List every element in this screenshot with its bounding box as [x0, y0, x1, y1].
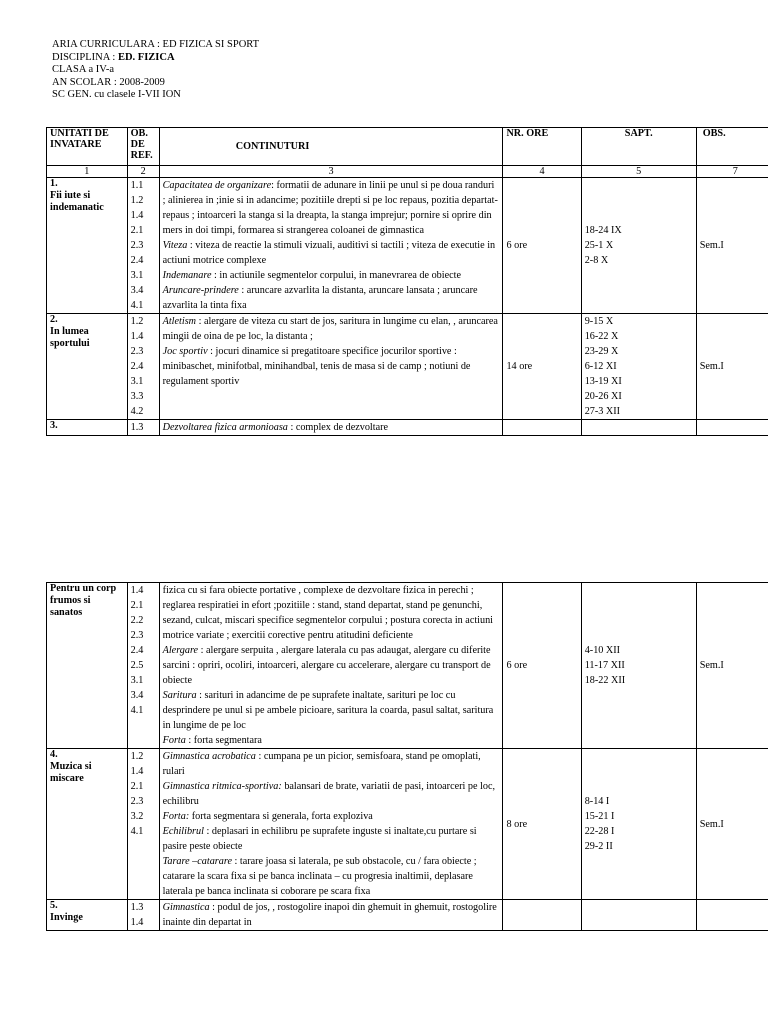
- content-paragraph: [163, 749, 500, 779]
- hours-cell: [503, 178, 581, 314]
- document-header: [52, 39, 259, 102]
- unit-cell: [47, 900, 128, 931]
- ref-cell: [127, 178, 159, 314]
- unit-cell: [47, 583, 128, 749]
- content-text: : in actiunile segmentelor corpului, in manevrarea de obiecte: [211, 270, 461, 281]
- unit-title: Muzica si miscare: [50, 761, 92, 784]
- hours-value: 6 ore: [506, 240, 528, 251]
- week-range: 13-19 XI: [584, 376, 622, 387]
- col-header-ob: OB. DE REF.: [127, 128, 159, 166]
- content-text: : viteza de reactie la stimuli vizuali, auditivi si tactili ; viteza de executie in actiuni motrice complexe: [162, 240, 496, 266]
- content-text: : sarituri in adancime de pe suprafete inaltate, sarituri pe loc cu desprindere pe unul si pe ambele picioare, saritura la coarda, pasul saltat, saritura in lungime de pe loc: [162, 690, 494, 731]
- week-range: 16-22 X: [584, 331, 619, 342]
- content-paragraph: [163, 643, 500, 688]
- ref-code: 2.1: [130, 600, 144, 611]
- week-range: 25-1 X: [584, 240, 614, 251]
- weeks-cell: [581, 178, 696, 314]
- col-header-sapt: SAPT.: [581, 128, 696, 166]
- table-row: [47, 900, 768, 931]
- unit-title: Invinge: [50, 912, 83, 923]
- school-line: SC GEN. cu clasele I-VII ION: [52, 89, 181, 101]
- unit-cell: [47, 314, 128, 420]
- col-number: 3: [159, 166, 503, 178]
- ref-code: 1.1: [130, 180, 144, 191]
- hours-value: 14 ore: [506, 361, 533, 372]
- ref-code: 3.4: [130, 690, 144, 701]
- content-text: fizica cu si fara obiecte portative , complexe de dezvoltare fizica in perechi ; reglarea respiratiei in efort ;pozitiile : stand, stand departat, stand pe genunchi, sezand, culcat, miscari specifice segmentelor corpului ; postura corecta in actiuni motrice variate ; exercitii corective pentru atitudini deficiente: [162, 585, 494, 641]
- unit-title: Fii iute si indemanatic: [50, 190, 104, 213]
- week-range: 20-26 XI: [584, 391, 622, 402]
- planning-table-bottom: [46, 582, 768, 931]
- ref-code: 4.1: [130, 300, 144, 311]
- content-cell: [159, 749, 503, 900]
- content-topic: Capacitatea de organizare: [162, 180, 272, 191]
- content-topic: Alergare: [162, 645, 199, 656]
- unit-cell: [47, 420, 128, 436]
- obs-value: Sem.I: [699, 660, 724, 671]
- weeks-cell: [581, 900, 696, 931]
- content-text: forta segmentara si generala, forta explozivа: [189, 811, 373, 822]
- content-paragraph: [163, 238, 500, 268]
- week-range: 23-29 X: [584, 346, 619, 357]
- content-text: : cumpana pe un picior, semisfoara, stand pe omoplati, rulari: [162, 751, 481, 777]
- ref-cell: [127, 749, 159, 900]
- ref-code: 1.4: [130, 917, 144, 928]
- unit-number: 5.: [50, 900, 58, 911]
- hours-cell: [503, 314, 581, 420]
- content-paragraph: [163, 178, 500, 238]
- week-range: 4-10 XII: [584, 645, 621, 656]
- hours-cell: [503, 749, 581, 900]
- unit-title: Pentru un corp frumos si sanatos: [50, 583, 117, 618]
- unit-number: 3.: [50, 420, 58, 431]
- content-paragraph: [163, 583, 500, 643]
- weeks-cell: [581, 420, 696, 436]
- content-text: : alergare serpuita , alergare laterala cu pas adaugat, alergare cu diferite sarcini : opriri, ocoliri, intoarceri, alergare cu accelerare, alergare cu transport de obiecte: [162, 645, 491, 686]
- col-header-nr-ore: NR. ORE: [503, 128, 581, 166]
- content-topic: Indemanare: [162, 270, 212, 281]
- col-number: 2: [127, 166, 159, 178]
- content-text: : formatii de adunare in linii pe unul si pe doua randuri ; alinierea in ;inie si in adancime; pozitiile drepti si pe loc repaus, pozitia departat-repaus ; intoarceri la stanga si la dreapta, la stanga imprejur; pornire si oprire din mers in doi timpi, formarea si strangerea coloanei de gimnastica: [162, 180, 498, 236]
- ref-code: 2.4: [130, 255, 144, 266]
- obs-value: Sem.I: [699, 240, 724, 251]
- col-number: 1: [47, 166, 128, 178]
- obs-cell: [696, 314, 768, 420]
- table-row: [47, 178, 768, 314]
- content-topic: Forta: [162, 735, 186, 746]
- ref-code: 3.3: [130, 391, 144, 402]
- ref-code: 2.3: [130, 240, 144, 251]
- ref-code: 1.4: [130, 766, 144, 777]
- week-range: 18-24 IX: [584, 225, 622, 236]
- unit-number: 2.: [50, 314, 58, 325]
- content-text: : forta segmentara: [185, 735, 262, 746]
- hours-value: 8 ore: [506, 818, 528, 830]
- school-year-line: AN SCOLAR : 2008-2009: [52, 76, 165, 88]
- ref-code: 2.3: [130, 630, 144, 641]
- hours-cell: [503, 900, 581, 931]
- discipline-label: DISCIPLINA :: [52, 51, 118, 63]
- unit-cell: [47, 749, 128, 900]
- week-range: 29-2 II: [584, 841, 613, 852]
- hours-cell: [503, 583, 581, 749]
- content-text: balansari de brate, variatii de pasi, intoarceri pe loc, echilibru: [162, 781, 496, 807]
- content-text: : jocuri dinamice si pregatitoare specifice jocurilor sportive : minibaschet, minifotbal, minihandbal, tenis de masa si de camp ; notiuni de regulament sportiv: [162, 346, 471, 387]
- content-paragraph: [163, 688, 500, 733]
- weeks-cell: [581, 749, 696, 900]
- ref-code: 1.3: [130, 902, 144, 913]
- content-paragraph: [163, 344, 500, 389]
- ref-cell: [127, 314, 159, 420]
- content-paragraph: [163, 314, 500, 344]
- content-text: : alergare de viteza cu start de jos, saritura in lungime cu elan, , aruncarea mingii de oina de pe loc, la distanta ;: [162, 316, 498, 342]
- content-topic: Aruncare-prindere: [162, 285, 239, 296]
- ref-code: 3.1: [130, 675, 144, 686]
- ref-code: 2.5: [130, 660, 144, 671]
- week-range: 6-12 XI: [584, 361, 617, 372]
- obs-cell: [696, 583, 768, 749]
- unit-title: In lumea sportului: [50, 326, 90, 349]
- curricular-area: ARIA CURRICULARA : ED FIZICA SI SPORT: [52, 39, 260, 50]
- week-range: 9-15 X: [584, 316, 614, 327]
- table-header-row: [47, 128, 768, 166]
- content-topic: Forta:: [162, 811, 190, 822]
- ref-cell: [127, 900, 159, 931]
- content-text: : aruncare azvarlita la distanta, aruncare lansata ; aruncare azvarlita la tinta fixa: [162, 285, 478, 311]
- content-paragraph: [163, 824, 500, 854]
- week-range: 18-22 XII: [584, 675, 626, 686]
- ref-code: 1.4: [130, 585, 144, 596]
- hours-cell: [503, 420, 581, 436]
- ref-code: 3.1: [130, 376, 144, 387]
- content-text: : deplasari in echilibru pe suprafete inguste si inaltate,cu purtare si pasire peste obiecte: [162, 826, 477, 852]
- table-row: [47, 749, 768, 900]
- ref-code: 2.3: [130, 796, 144, 807]
- ref-code: 2.4: [130, 361, 144, 372]
- content-topic: Tarare –catarare: [162, 856, 232, 867]
- content-paragraph: [163, 809, 500, 824]
- unit-number: 1.: [50, 178, 58, 189]
- obs-cell: [696, 900, 768, 931]
- col-number: 5: [581, 166, 696, 178]
- content-text: : tarare joasa si laterala, pe sub obstacole, cu / fara obiecte ; catarare la scara fixa si pe banca inclinata – cu progresia inaltimii, deplasare laterala pe banca inclinata si coborare pe scara fixa: [162, 856, 477, 897]
- discipline-value: ED. FIZICA: [117, 51, 175, 63]
- week-range: 8-14 I: [584, 796, 610, 807]
- content-topic: Gimnastica ritmica-sportiva:: [162, 781, 282, 792]
- content-topic: Gimnastica: [162, 902, 210, 913]
- content-paragraph: [163, 420, 500, 435]
- discipline-line: [52, 52, 259, 65]
- ref-code: 2.1: [130, 225, 144, 236]
- weeks-cell: [581, 314, 696, 420]
- content-text: : podul de jos, , rostogolire inapoi din ghemuit in ghemuit, rostogolire inainte din departat in: [162, 902, 497, 928]
- ref-code: 1.2: [130, 195, 144, 206]
- col-number: 7: [696, 166, 768, 178]
- class-line: CLASA a IV-a: [52, 64, 115, 76]
- ref-code: 2.1: [130, 781, 144, 792]
- ref-cell: [127, 420, 159, 436]
- column-number-row: [47, 166, 768, 178]
- content-paragraph: [163, 900, 500, 930]
- content-topic: Dezvoltarea fizica armonioasa: [162, 422, 288, 433]
- content-paragraph: [163, 268, 500, 283]
- ref-code: 3.2: [130, 811, 144, 822]
- ref-code: 1.4: [130, 331, 144, 342]
- ref-code: 4.2: [130, 406, 144, 417]
- content-topic: Gimnastica acrobatica: [162, 751, 256, 762]
- content-paragraph: [163, 854, 500, 899]
- week-range: 27-3 XII: [584, 406, 621, 417]
- table-row: [47, 420, 768, 436]
- obs-value: Sem.I: [699, 361, 724, 372]
- ref-code: 2.3: [130, 346, 144, 357]
- ref-code: 1.2: [130, 316, 144, 327]
- week-range: 11-17 XII: [584, 660, 625, 671]
- obs-cell: [696, 178, 768, 314]
- content-cell: [159, 178, 503, 314]
- hours-value: 6 ore: [506, 660, 528, 671]
- col-header-obs: OBS.: [696, 128, 768, 166]
- week-range: 22-28 I: [584, 826, 615, 837]
- week-range: 15-21 I: [584, 811, 615, 822]
- obs-value: Sem.I: [699, 818, 724, 830]
- content-paragraph: [163, 283, 500, 313]
- ref-cell: [127, 583, 159, 749]
- obs-cell: [696, 420, 768, 436]
- content-topic: Saritura: [162, 690, 197, 701]
- ref-code: 2.4: [130, 645, 144, 656]
- unit-cell: [47, 178, 128, 314]
- obs-cell: [696, 749, 768, 900]
- ref-code: 1.4: [130, 210, 144, 221]
- col-header-continuturi: CONTINUTURI: [159, 128, 503, 166]
- ref-code: 2.2: [130, 615, 144, 626]
- weeks-cell: [581, 583, 696, 749]
- table-row: [47, 314, 768, 420]
- unit-number: 4.: [50, 749, 58, 760]
- planning-table-top: [46, 127, 768, 436]
- ref-code: 3.1: [130, 270, 144, 281]
- content-paragraph: [163, 779, 500, 809]
- ref-code: 4.1: [130, 705, 144, 716]
- content-topic: Joc sportiv: [162, 346, 208, 357]
- ref-code: 4.1: [130, 826, 144, 837]
- content-cell: [159, 900, 503, 931]
- week-range: 2-8 X: [584, 255, 609, 266]
- content-topic: Atletism: [162, 316, 197, 327]
- col-number: 4: [503, 166, 581, 178]
- content-cell: [159, 583, 503, 749]
- content-topic: Echilibrul: [162, 826, 204, 837]
- ref-code: 1.2: [130, 751, 144, 762]
- content-topic: Viteza: [162, 240, 188, 251]
- content-cell: [159, 420, 503, 436]
- col-header-unitati: UNITATI DE INVATARE: [47, 128, 128, 166]
- content-paragraph: [163, 733, 500, 748]
- content-text: : complex de dezvoltare: [287, 422, 389, 433]
- content-cell: [159, 314, 503, 420]
- ref-code: 1.3: [130, 422, 144, 433]
- table-row: [47, 583, 768, 749]
- ref-code: 3.4: [130, 285, 144, 296]
